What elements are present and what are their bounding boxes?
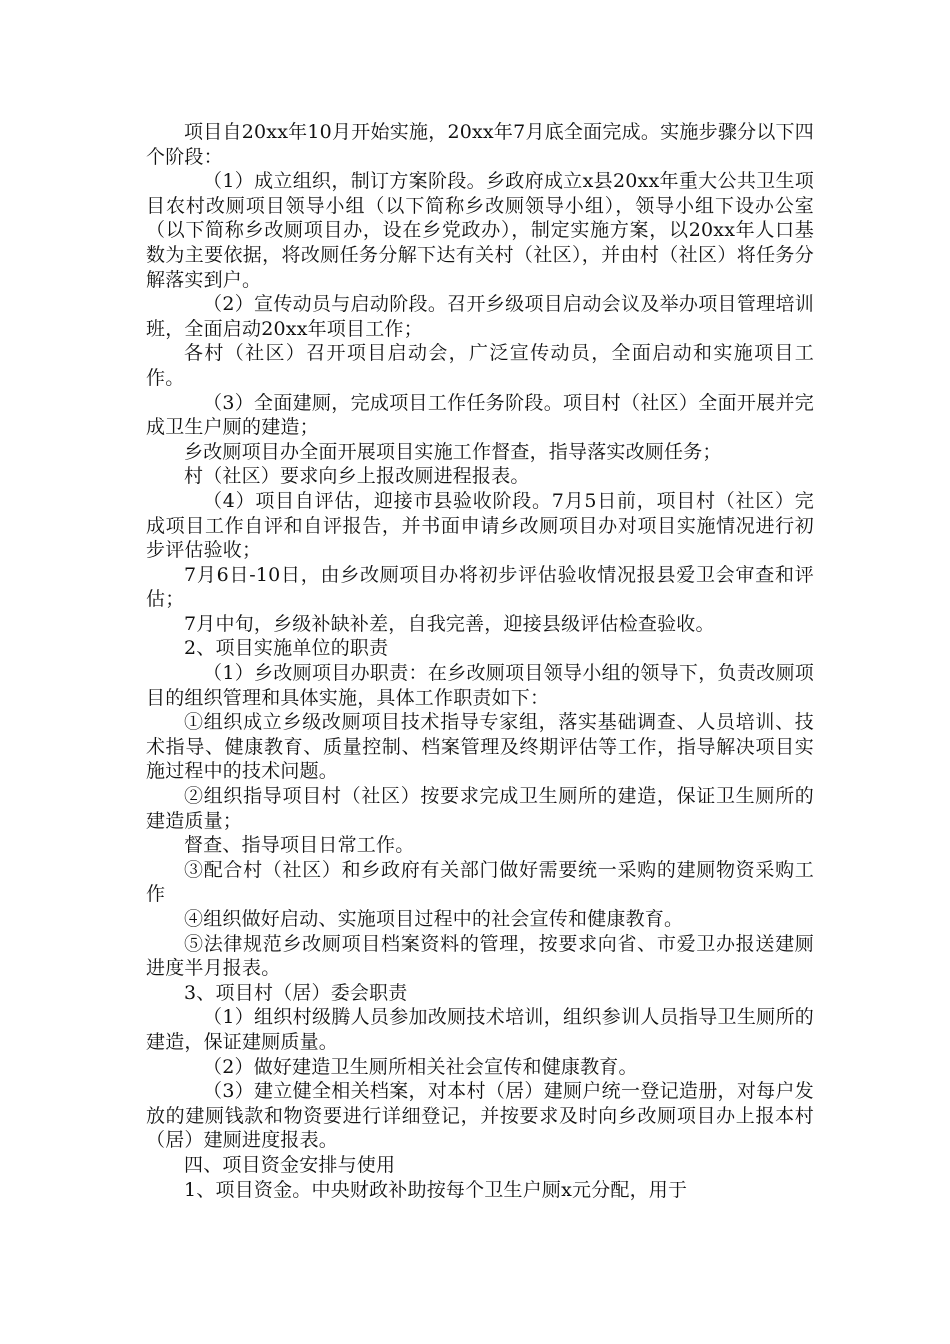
paragraph: 2、项目实施单位的职责 — [184, 637, 389, 660]
paragraph: 项目自20xx年10月开始实施，20xx年7月底全面完成。实施步骤分以下四个阶段： — [146, 121, 814, 168]
paragraph: 村（社区）要求向乡上报改厕进程报表。 — [184, 465, 530, 488]
paragraph: （2）宣传动员与启动阶段。召开乡级项目启动会议及举办项目管理培训班，全面启动20xx年项目工作； — [146, 293, 814, 340]
paragraph: ③配合村（社区）和乡政府有关部门做好需要统一采购的建厕物资采购工作 — [146, 858, 814, 906]
paragraph: 乡改厕项目办全面开展项目实施工作督查，指导落实改厕任务； — [184, 440, 722, 463]
paragraph: （2）做好建造卫生厕所相关社会宣传和健康教育。 — [203, 1055, 638, 1078]
paragraph: 7月6日-10日，由乡改厕项目办将初步评估验收情况报县爱卫会审查和评估； — [146, 563, 814, 611]
paragraph: 四、项目资金安排与使用 — [184, 1153, 396, 1176]
paragraph: ⑤法律规范乡改厕项目档案资料的管理，按要求向省、市爱卫办报送建厕进度半月报表。 — [146, 932, 814, 980]
paragraph: 督查、指导项目日常工作。 — [184, 834, 415, 857]
paragraph: 1、项目资金。中央财政补助按每个卫生户厕x元分配，用于 — [184, 1178, 688, 1201]
paragraph: 各村（社区）召开项目启动会，广泛宣传动员，全面启动和实施项目工作。 — [146, 342, 814, 389]
paragraph: （3）全面建厕，完成项目工作任务阶段。项目村（社区）全面开展并完成卫生户厕的建造； — [146, 391, 814, 439]
paragraph: （4）项目自评估，迎接市县验收阶段。7月5日前，项目村（社区）完成项目工作自评和自评报告，并书面申请乡改厕项目办对项目实施情况进行初步评估验收； — [146, 489, 814, 562]
paragraph: ④组织做好启动、实施项目过程中的社会宣传和健康教育。 — [184, 908, 684, 930]
paragraph: ②组织指导项目村（社区）按要求完成卫生厕所的建造，保证卫生厕所的建造质量； — [146, 785, 814, 832]
paragraph: 3、项目村（居）委会职责 — [184, 981, 408, 1004]
paragraph: ①组织成立乡级改厕项目技术指导专家组，落实基础调查、人员培训、技术指导、健康教育、质量控制、档案管理及终期评估等工作，指导解决项目实施过程中的技术问题。 — [146, 711, 814, 783]
paragraph: （1）成立组织，制订方案阶段。乡政府成立x县20xx年重大公共卫生项目农村改厕项目领导小组（以下简称乡改厕领导小组），领导小组下设办公室（以下简称乡改厕项目办，设在乡党政办），制定实施方案，以20xx年人口基数为主要依据，将改厕任务分解下达有关村（社区），并由村（社区）将任务分解落实到户。 — [146, 170, 814, 291]
paragraph: （1）组织村级腾人员参加改厕技术培训，组织参训人员指导卫生厕所的建造，保证建厕质量。 — [146, 1006, 814, 1053]
paragraph: （3）建立健全相关档案，对本村（居）建厕户统一登记造册，对每户发放的建厕钱款和物资要进行详细登记，并按要求及时向乡改厕项目办上报本村（居）建厕进度报表。 — [146, 1080, 814, 1152]
document-body — [146, 120, 814, 1202]
paragraph: （1）乡改厕项目办职责：在乡改厕项目领导小组的领导下，负责改厕项目的组织管理和具体实施，具体工作职责如下： — [146, 662, 814, 709]
paragraph: 7月中旬，乡级补缺补差，自我完善，迎接县级评估检查验收。 — [184, 612, 715, 635]
